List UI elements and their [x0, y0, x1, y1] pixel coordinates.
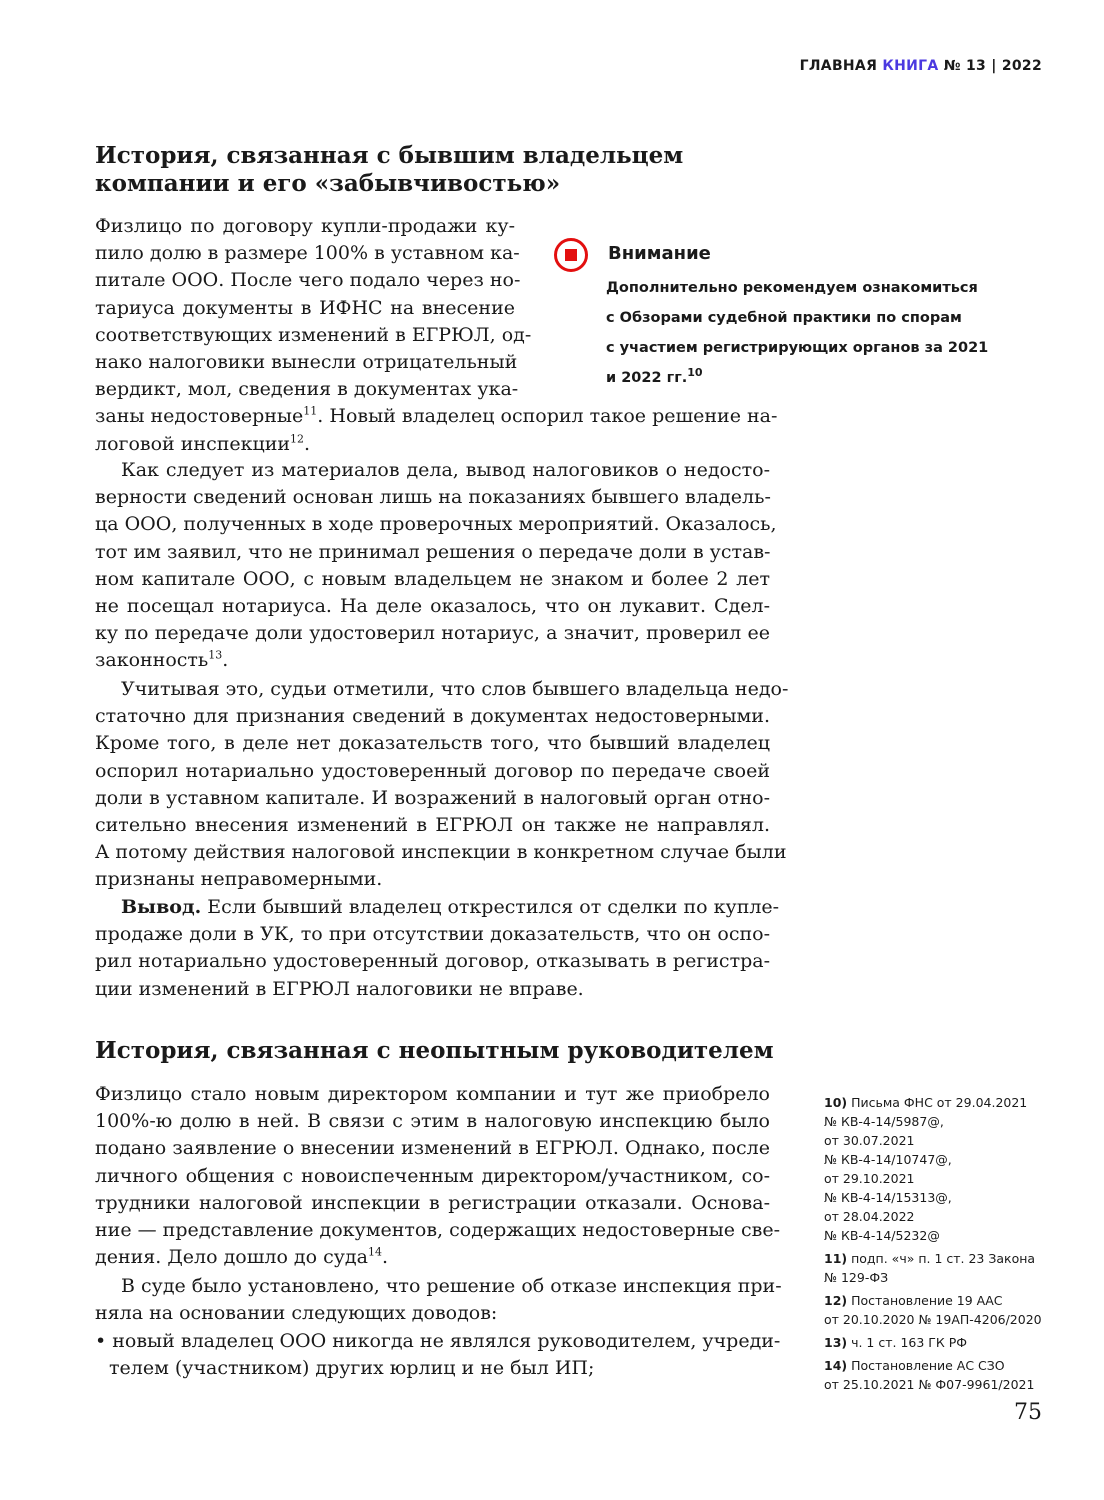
- notice-line: Дополнительно рекомендуем ознакомиться: [606, 280, 978, 296]
- section2-paragraph1: [95, 1081, 781, 1271]
- text-line: подано заявление о внесении изменений в ЕГРЮЛ. Однако, после: [95, 1137, 770, 1160]
- text-line: верности сведений основан лишь на показаниях бывшего владель-: [95, 486, 771, 509]
- footnote-12: 12) Постановление 19 ААС от 20.10.2020 № 19АП-4206/2020: [824, 1293, 1042, 1327]
- list-item-continuation: телем (участником) других юрлиц и не был ИП;: [109, 1357, 595, 1380]
- text-line: продаже доли в УК, то при отсутствии доказательств, что он оспо-: [95, 923, 770, 946]
- footnotes: [824, 1093, 1064, 1398]
- notice-line: с участием регистрирующих органов за 2021: [606, 340, 989, 356]
- attention-icon: [554, 238, 588, 272]
- notice-text: [606, 273, 1016, 393]
- text-line: Как следует из материалов дела, вывод налоговиков о недосто-: [121, 459, 770, 481]
- section1-paragraph1: [95, 213, 532, 403]
- text-line: вердикт, мол, сведения в документах ука-: [95, 378, 519, 401]
- text-line: дения. Дело дошло до суда$^{14}$.: [95, 1245, 388, 1269]
- footnote-11: 11) подп. «ч» п. 1 ст. 23 Закона № 129-ФЗ: [824, 1251, 1036, 1285]
- text-line: Вывод. Если бывший владелец открестился от сделки по купле-: [121, 896, 780, 918]
- section1-title-line2: компании и его «забывчивостью»: [95, 170, 561, 197]
- bullet-list: [95, 1328, 781, 1382]
- text-line: тариуса документы в ИФНС на внесение: [95, 296, 515, 319]
- footnote-ref[interactable]: 12: [290, 432, 305, 446]
- text-line: Физлицо стало новым директором компании и тут же приобрело: [95, 1083, 770, 1105]
- conclusion-label: Вывод.: [121, 896, 202, 918]
- text-line: ца ООО, полученных в ходе проверочных мероприятий. Оказалось,: [95, 513, 777, 536]
- page-number: 75: [1014, 1400, 1042, 1425]
- header-magazine-accent: КНИГА: [882, 58, 939, 74]
- section1-paragraph3: [95, 676, 789, 894]
- text-line: ции изменений в ЕГРЮЛ налоговики не вправе.: [95, 977, 584, 1000]
- text-line: А потому действия налоговой инспекции в конкретном случае были: [95, 841, 787, 864]
- text-line: питале ООО. После чего подало через но-: [95, 269, 521, 292]
- text-line: трудники налоговой инспекции в регистрации отказали. Основа-: [95, 1191, 770, 1214]
- text-line: законность$^{13}$.: [95, 649, 229, 672]
- text-line: ку по передаче доли удостоверил нотариус, а значит, проверил ее: [95, 622, 770, 645]
- footnote-ref[interactable]: 10: [687, 366, 703, 380]
- text-line: ном капитале ООО, с новым владельцем не знаком и более 2 лет: [95, 567, 770, 590]
- section2-paragraph2: [95, 1273, 782, 1327]
- text-line: ние — представление документов, содержащих недостоверные све-: [95, 1219, 781, 1242]
- text-line: рил нотариально удостоверенный договор, отказывать в регистра-: [95, 950, 770, 973]
- section1-conclusion: [95, 894, 780, 1003]
- section2-title: История, связанная с неопытным руководителем: [95, 1037, 774, 1064]
- notice-line: и 2022 гг.$^{10}$: [606, 366, 703, 386]
- text-line: пило долю в размере 100% в уставном ка-: [95, 242, 520, 265]
- footnote-13: 13) ч. 1 ст. 163 ГК РФ: [824, 1335, 968, 1350]
- section1-paragraph2: [95, 457, 777, 675]
- text-line: оспорил нотариально удостоверенный договор по передаче своей: [95, 759, 770, 782]
- footnote-ref[interactable]: 14: [367, 1245, 382, 1259]
- text-line: Физлицо по договору купли-продажи ку-: [95, 215, 515, 237]
- text-line: статочно для признания сведений в документах недостоверными.: [95, 705, 770, 728]
- text-line: Учитывая это, судьи отметили, что слов бывшего владельца недо-: [121, 678, 789, 700]
- text-line: сительно внесения изменений в ЕГРЮЛ он также не направлял.: [95, 814, 770, 837]
- list-item: • новый владелец ООО никогда не являлся руководителем, учреди-: [95, 1330, 781, 1352]
- notice-line: с Обзорами судебной практики по спорам: [606, 310, 962, 326]
- section1-paragraph1-continued: [95, 403, 778, 457]
- text-line: 100%-ю долю в ней. В связи с этим в налоговую инспекцию было: [95, 1110, 770, 1133]
- text-line: Кроме того, в деле нет доказательств того, что бывший владелец: [95, 732, 770, 755]
- text-line: В суде было установлено, что решение об отказе инспекция при-: [121, 1275, 782, 1297]
- running-header: [800, 58, 1042, 74]
- section1-title: [95, 142, 683, 198]
- text-line: признаны неправомерными.: [95, 868, 383, 891]
- footnote-ref[interactable]: 13: [208, 649, 223, 663]
- header-issue: № 13 | 2022: [943, 58, 1042, 74]
- text-line: не посещал нотариуса. На деле оказалось, что он лукавит. Сдел-: [95, 595, 770, 618]
- text-line: доли в уставном капитале. И возражений в налоговый орган отно-: [95, 786, 770, 809]
- footnote-ref[interactable]: 11: [303, 405, 318, 419]
- text-line: тот им заявил, что не принимал решения о передаче доли в устав-: [95, 540, 771, 563]
- text-line: соответствующих изменений в ЕГРЮЛ, од-: [95, 323, 532, 346]
- notice-title: Внимание: [608, 243, 711, 264]
- text-line: няла на основании следующих доводов:: [95, 1302, 498, 1325]
- footnote-10: 10) Письма ФНС от 29.04.2021 № КВ-4-14/5987@, от 30.07.2021 № КВ-4-14/10747@, от 29.10.2021 № КВ-4-14/15313@, от 28.04.2022 № КВ-4-14/5232@: [824, 1095, 1028, 1243]
- header-magazine-name: ГЛАВНАЯ: [799, 58, 878, 74]
- text-line: нако налоговики вынесли отрицательный: [95, 351, 518, 374]
- text-line: заны недостоверные$^{11}$. Новый владелец оспорил такое решение на-: [95, 405, 778, 428]
- footnote-14: 14) Постановление АС СЗО от 25.10.2021 № Ф07-9961/2021: [824, 1358, 1035, 1392]
- text-line: логовой инспекции$^{12}$.: [95, 432, 311, 455]
- section1-title-line1: История, связанная с бывшим владельцем: [95, 142, 684, 169]
- text-line: личного общения с новоиспеченным директором/участником, со-: [95, 1164, 770, 1187]
